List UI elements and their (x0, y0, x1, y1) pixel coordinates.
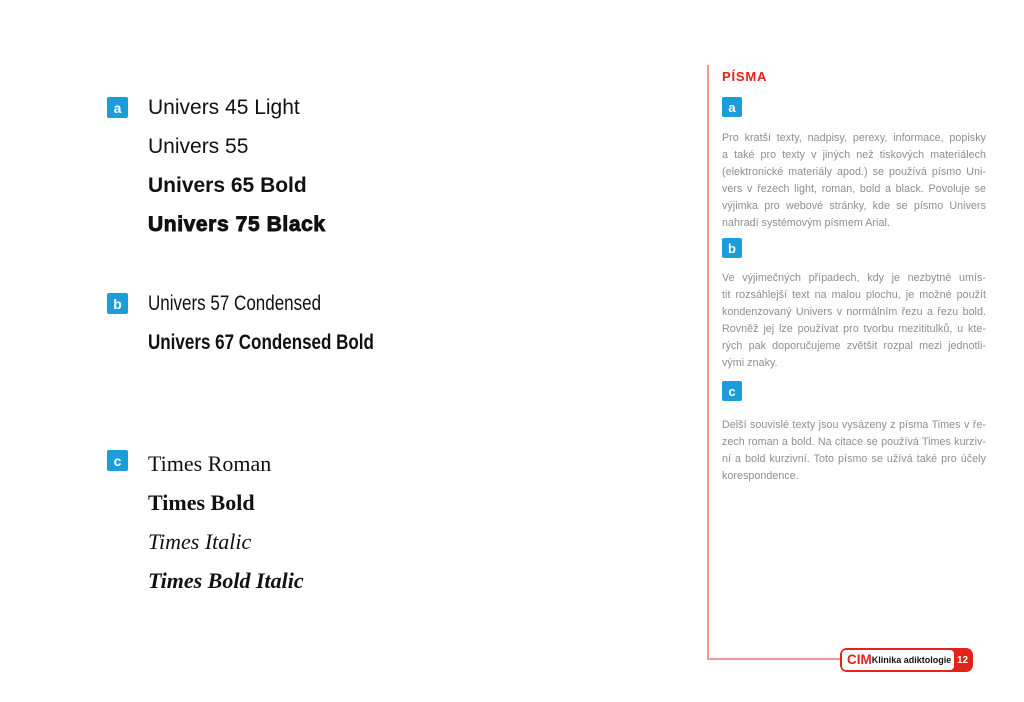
specimen-section-univers (148, 88, 326, 244)
sidebar-paragraph-c (722, 417, 986, 485)
paragraph-line: ní a bold kurzivní. Toto písmo se užívá také pro účely (722, 453, 986, 465)
sidebar-title: PÍSMA (722, 69, 768, 84)
paragraph-line: Pro kratší texty, nadpisy, perexy, informace, popisky (722, 132, 986, 144)
paragraph-line: výjimka pro webové stránky, kde se písmo Univers (722, 200, 986, 212)
paragraph-line: (elektronické materiály apod.) se používá písmo Uni- (722, 166, 986, 178)
brand-logo-plate (842, 650, 954, 670)
paragraph-line: vými znaky. (722, 357, 778, 369)
paragraph-line: nahradí systémovým písmem Arial. (722, 217, 890, 229)
specimen-line-univers-45-light: Univers 45 Light (148, 96, 300, 119)
paragraph-line: Rovněž jej lze používat pro tvorbu mezititulků, u kte- (722, 323, 986, 335)
sidebar-badge-c: c (722, 381, 742, 401)
specimen-badge-b: b (107, 293, 128, 314)
brand-label: Klinika adiktologie (871, 655, 952, 665)
sidebar-paragraph-b (722, 270, 986, 372)
paragraph-line: vers v řezech light, roman, bold a black. Povoluje se (722, 183, 986, 195)
page-number: 12 (956, 654, 969, 666)
specimen-badge-a: a (107, 97, 128, 118)
sidebar-vertical-rule (707, 65, 709, 659)
specimen-line-times-bold: Times Bold (148, 490, 255, 515)
paragraph-line: zech roman a bold. Na citace se používá Times kurziv- (722, 436, 986, 448)
paragraph-line: tit rozsáhlejší text na malou plochu, je možné použít (722, 289, 986, 301)
specimen-line-times-roman: Times Roman (148, 451, 272, 476)
specimen-line-times-bold-italic: Times Bold Italic (148, 568, 304, 593)
specimen-section-univers-condensed (148, 284, 427, 362)
specimen-line-univers-55: Univers 55 (148, 135, 249, 158)
specimen-line-univers-57-condensed: Univers 57 Condensed (148, 292, 322, 315)
paragraph-line: Delší souvislé texty jsou vysázeny z písma Times v ře- (722, 419, 986, 431)
brand-logo (840, 648, 973, 672)
paragraph-line: rých pak doporučujeme zvětšit rozpal mezi jednotli- (722, 340, 986, 352)
sidebar-badge-a: a (722, 97, 742, 117)
specimen-line-times-italic: Times Italic (148, 529, 252, 554)
paragraph-line: a také pro texty v jiných než tiskových materiálech (722, 149, 986, 161)
specimen-section-times (148, 444, 304, 600)
specimen-line-univers-67-condensed-bold: Univers 67 Condensed Bold (148, 331, 374, 354)
paragraph-line: kondenzovaný Univers v normálním řezu a řezu bold. (722, 306, 986, 318)
paragraph-line: Ve výjimečných případech, kdy je nezbytné umís- (722, 272, 986, 284)
paragraph-line: korespondence. (722, 470, 799, 482)
specimen-line-univers-65-bold: Univers 65 Bold (148, 174, 307, 197)
specimen-line-univers-75-black: Univers 75 Black (148, 213, 326, 236)
footer-connector-line (707, 658, 840, 660)
brand-mark: CIM (847, 652, 872, 668)
specimen-badge-c: c (107, 450, 128, 471)
sidebar-badge-b: b (722, 238, 742, 258)
sidebar-paragraph-a (722, 130, 986, 232)
